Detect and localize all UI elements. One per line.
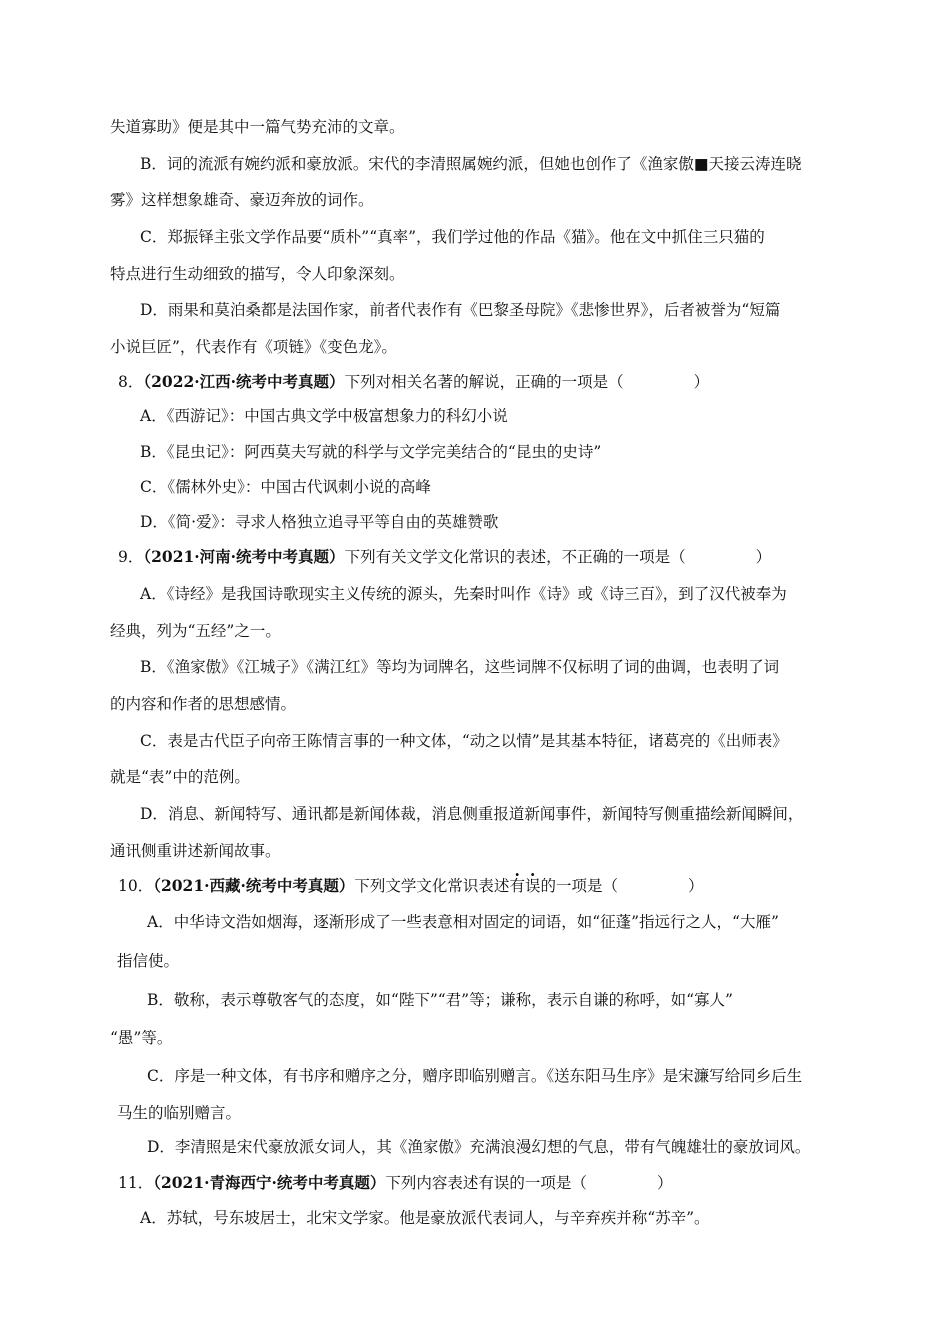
question-stem-end: 的一项是（ — [540, 877, 618, 895]
q8-option-c: C．《儒林外史》：中国古代讽刺小说的高峰 — [140, 478, 431, 496]
question-10 — [118, 875, 704, 897]
q8-option-a: A．《西游记》：中国古典文学中极富想象力的科幻小说 — [140, 407, 508, 425]
q9-option-c: C．表是古代臣子向帝王陈情言事的一种文体，“动之以情”是其基本特征，诸葛亮的《出师表》 — [140, 732, 788, 750]
q7-option-d-continued: 小说巨匠”，代表作有《项链》《变色龙》。 — [110, 338, 397, 356]
q9-option-d-continued: 通讯侧重讲述新闻故事。 — [110, 842, 281, 860]
q9-option-c-continued: 就是“表”中的范例。 — [110, 768, 250, 786]
q8-option-d: D．《简·爱》：寻求人格独立追寻平等自由的英雄赞歌 — [140, 513, 499, 531]
q7-option-d: D．雨果和莫泊桑都是法国作家，前者代表作有《巴黎圣母院》《悲惨世界》，后者被誉为“短篇 — [140, 301, 781, 319]
question-stem: 下列文学文化常识表述 — [354, 877, 510, 895]
question-bracket-close: ） — [687, 877, 704, 895]
question-bracket-close: ） — [755, 548, 772, 566]
emphasis-mark-wu: 误 — [524, 877, 541, 895]
q7-option-c-continued: 特点进行生动细致的描写，令人印象深刻。 — [110, 265, 405, 283]
question-source: （2021·青海西宁·统考中考真题） — [153, 1173, 386, 1192]
q10-option-c: C．序是一种文体，有书序和赠序之分，赠序即临别赠言。《送东阳马生序》是宋濂写给同乡后生 — [147, 1067, 803, 1085]
question-source: （2021·河南·统考中考真题） — [143, 547, 345, 566]
q7-option-c: C．郑振铎主张文学作品要“质朴”“真率”，我们学过他的作品《猫》。他在文中抓住三只猫的 — [140, 228, 765, 246]
q11-option-a: A．苏轼，号东坡居士，北宋文学家。他是豪放派代表词人，与辛弃疾并称“苏辛”。 — [140, 1209, 710, 1227]
q9-option-d: D．消息、新闻特写、通讯都是新闻体裁，消息侧重报道新闻事件，新闻特写侧重描绘新闻瞬间， — [140, 805, 804, 823]
q8-option-b: B．《昆虫记》：阿西莫夫写就的科学与文学完美结合的“昆虫的史诗” — [140, 443, 602, 461]
question-bracket-close: ） — [656, 1174, 673, 1192]
emphasis-mark-you: 有 — [509, 877, 525, 895]
q7-option-b-continued: 雾》这样想象雄奇、豪迈奔放的词作。 — [110, 191, 374, 209]
question-source: （2022·江西·统考中考真题） — [143, 372, 345, 391]
question-stem: 下列对相关名著的解说，正确的一项是（ — [344, 373, 624, 391]
question-number: 11． — [118, 1174, 154, 1192]
question-number: 8． — [118, 373, 144, 391]
question-source: （2021·西藏·统考中考真题） — [153, 876, 355, 895]
question-number: 10． — [118, 877, 154, 895]
question-bracket-close: ） — [693, 373, 710, 391]
q10-option-b-continued: “愚”等。 — [110, 1029, 173, 1047]
q7-option-a-continued: 失道寡助》便是其中一篇气势充沛的文章。 — [110, 118, 405, 136]
q9-option-b: B．《渔家傲》《江城子》《满江红》等均为词牌名，这些词牌不仅标明了词的曲调，也表明了词 — [140, 658, 780, 676]
question-stem: 下列有关文学文化常识的表述，不正确的一项是（ — [344, 548, 686, 566]
q10-option-c-continued: 马生的临别赠言。 — [117, 1104, 242, 1122]
q9-option-a-continued: 经典，列为“五经”之一。 — [110, 622, 281, 640]
question-number: 9． — [118, 548, 144, 566]
question-11 — [118, 1172, 672, 1194]
question-9 — [118, 546, 771, 568]
q10-option-b: B．敬称，表示尊敬客气的态度，如“陛下”“君”等；谦称，表示自谦的称呼，如“寡人” — [147, 991, 733, 1009]
q9-option-b-continued: 的内容和作者的思想感情。 — [110, 695, 297, 713]
question-8 — [118, 371, 709, 393]
q10-option-a-continued: 指信使。 — [117, 952, 180, 970]
q10-option-a: A．中华诗文浩如烟海，逐渐形成了一些表意相对固定的词语，如“征蓬”指远行之人，“大雁” — [147, 913, 779, 931]
q9-option-a: A．《诗经》是我国诗歌现实主义传统的源头，先秦时叫作《诗》或《诗三百》，到了汉代被奉为 — [140, 585, 787, 603]
q7-option-b: B．词的流派有婉约派和豪放派。宋代的李清照属婉约派，但她也创作了《渔家傲■天接云涛连晓 — [140, 155, 802, 173]
question-stem: 下列内容表述有误的一项是（ — [385, 1174, 587, 1192]
q10-option-d: D．李清照是宋代豪放派女词人，其《渔家傲》充满浪漫幻想的气息，带有气魄雄壮的豪放词风。 — [147, 1138, 811, 1156]
